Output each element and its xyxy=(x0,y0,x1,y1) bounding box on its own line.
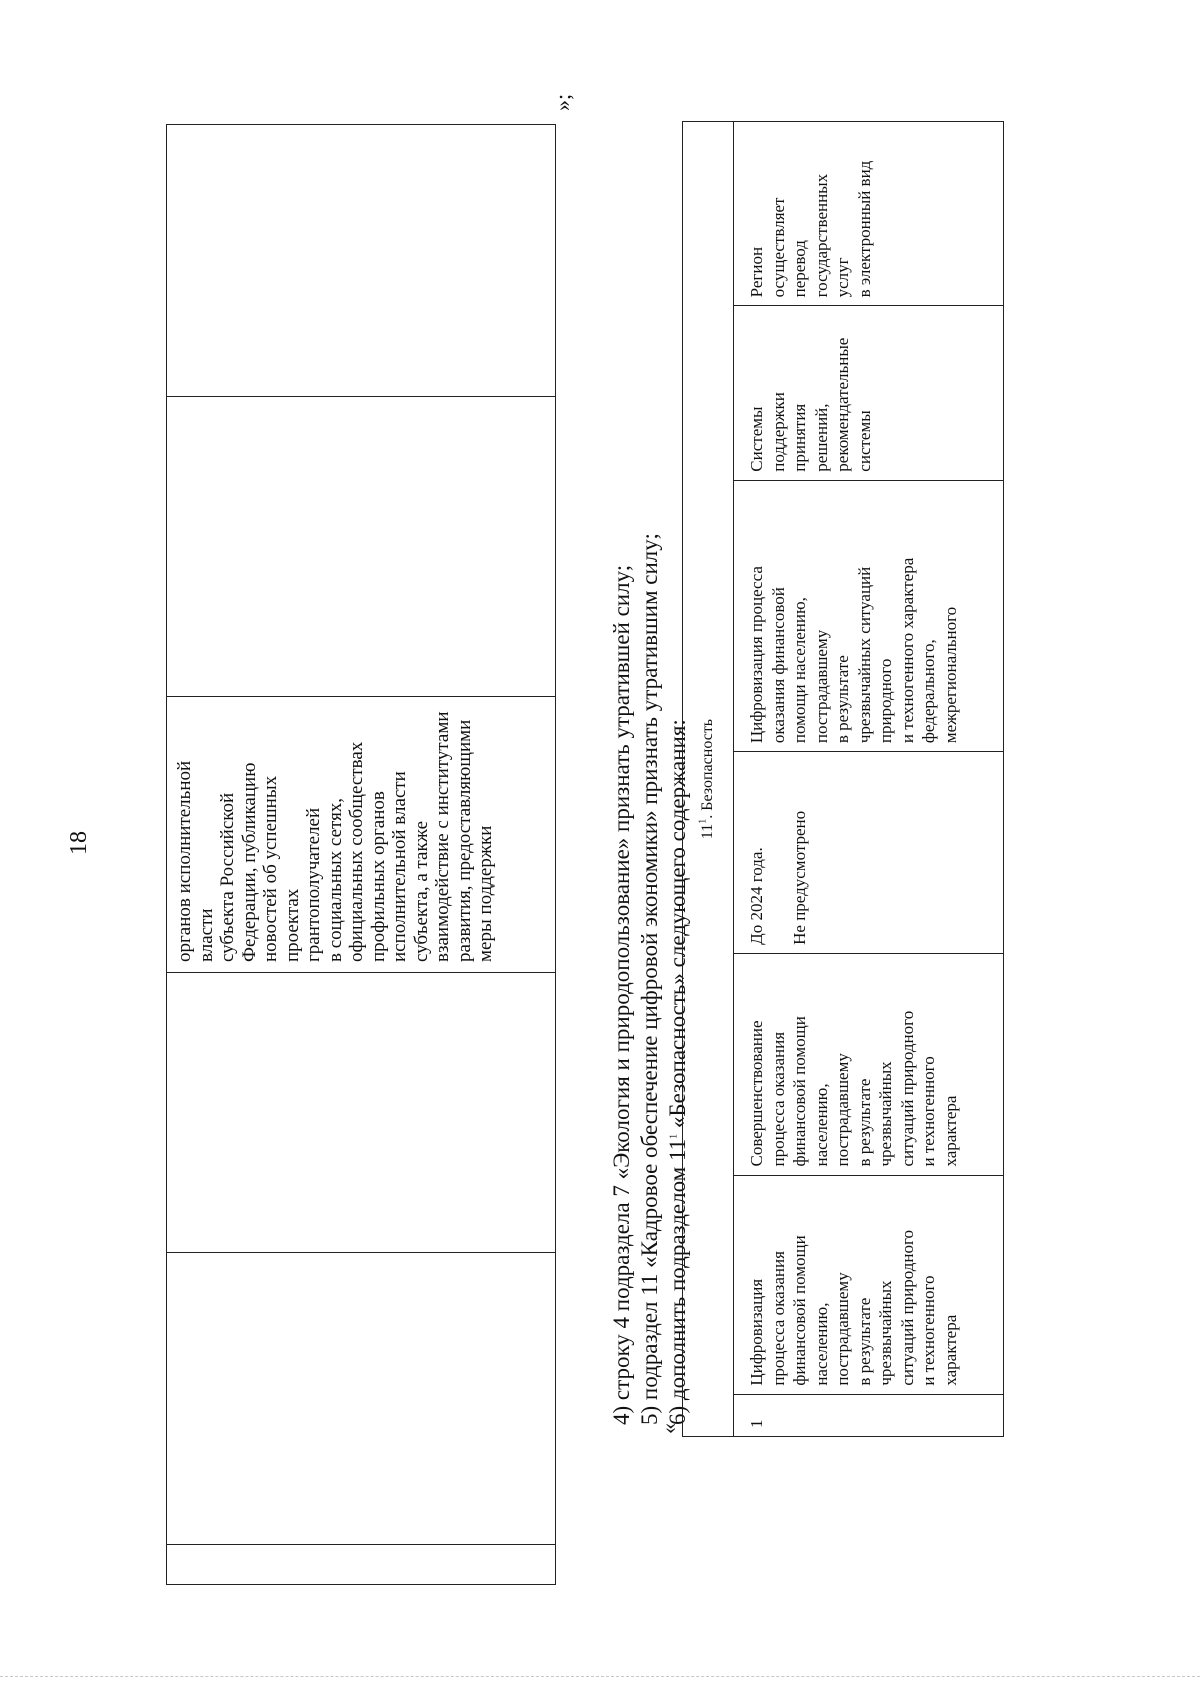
table-row xyxy=(167,125,556,1585)
continued-table xyxy=(166,124,556,1585)
superscript: 1 xyxy=(668,1133,680,1139)
section-title-number: 11 xyxy=(699,823,717,840)
section-title xyxy=(683,122,734,1437)
table-cell: органов исполнительной власти субъекта Российской Федерации, публикацию новостей об успешных проектах грантополучателей в социальных сетях, официальных сообществах профильных органов исполнительной власти субъекта, а также взаимодействие с институтами развития, предоставляющими меры поддержки xyxy=(167,697,556,973)
table-cell xyxy=(167,1545,556,1585)
amendment-item-6-text: 6) дополнить подразделом 11 xyxy=(665,1138,690,1425)
amendment-list xyxy=(608,533,692,1425)
section-header-row xyxy=(683,122,734,1437)
table-cell: Системы поддержки принятия решений, рекомендательные системы xyxy=(734,306,1004,480)
table-cell xyxy=(167,397,556,697)
page-number: 18 xyxy=(66,831,92,855)
table-cell: Совершенствование процесса оказания финансовой помощи населению, пострадавшему в результате чрезвычайных ситуаций природного и техногенного характера xyxy=(734,953,1004,1175)
table-cell: Цифровизация процесса оказания финансовой помощи населению, пострадавшему в результате чрезвычайных ситуаций природного и техногенного характера xyxy=(734,1175,1004,1394)
table-cell xyxy=(167,125,556,397)
opening-quote: « xyxy=(656,1423,681,1434)
superscript: 1 xyxy=(697,818,709,824)
amendment-item-5: 5) подраздел 11 «Кадровое обеспечение цифровой экономики» признать утратившим силу; xyxy=(637,533,662,1425)
table-cell xyxy=(167,1253,556,1545)
table-cell: Цифровизация процесса оказания финансовой помощи населению, пострадавшему в результате чрезвычайных ситуаций природного и техногенного характера федерального, межрегионального xyxy=(734,480,1004,751)
amendment-item-6-tail: «Безопасность» следующего содержания: xyxy=(665,719,690,1134)
section-title-text: . Безопасность xyxy=(699,718,717,819)
table-cell: До 2024 года. Не предусмотрено xyxy=(734,752,1004,954)
row-number: 1 xyxy=(734,1394,1004,1436)
security-table xyxy=(682,121,1004,1437)
table-cell xyxy=(167,973,556,1253)
closing-quote: »; xyxy=(550,93,575,111)
table-row xyxy=(734,122,1004,1437)
amendment-item-4: 4) строку 4 подраздела 7 «Экология и природопользование» признать утратившей силу; xyxy=(609,564,634,1425)
table-cell: Регион осуществляет перевод государственных услуг в электронный вид xyxy=(734,122,1004,306)
